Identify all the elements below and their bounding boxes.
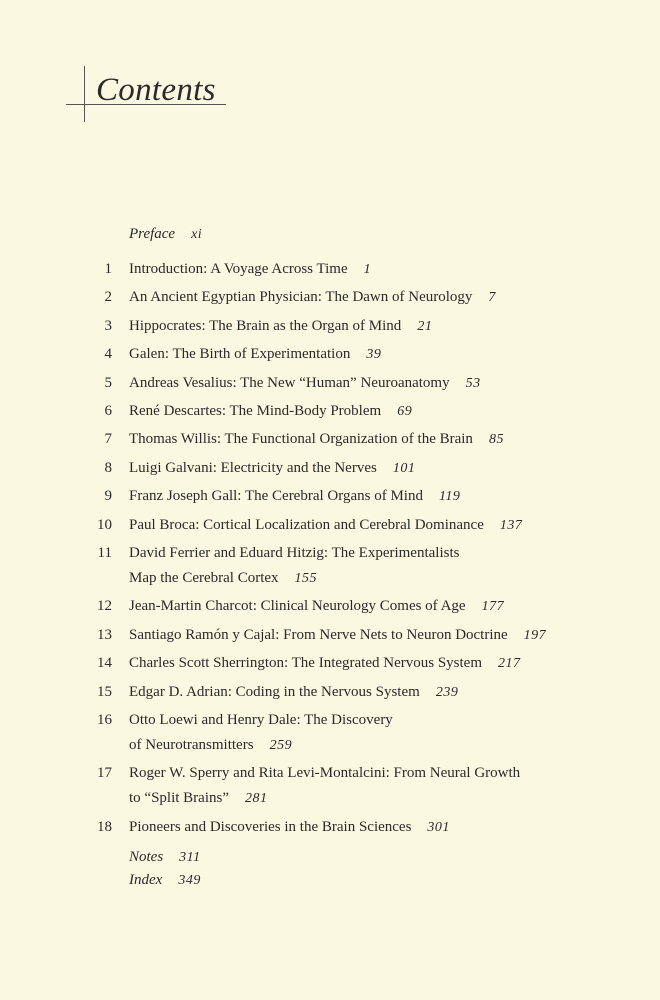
toc-entry-number: 1 — [104, 261, 112, 277]
toc-entry-page: 217 — [498, 656, 521, 672]
toc-entry-number: 13 — [97, 626, 112, 643]
toc-entry-title — [129, 222, 639, 247]
toc-entry-page: 349 — [178, 873, 201, 888]
toc-entry-number: 4 — [104, 346, 112, 363]
toc-entry-number: 16 — [97, 712, 112, 728]
toc-entry-title — [129, 815, 639, 840]
toc-entry-line: Galen: The Birth of Experimentation — [129, 346, 351, 363]
toc-entry-line: René Descartes: The Mind-Body Problem — [129, 403, 382, 419]
toc-entry-number: 10 — [97, 516, 112, 533]
toc-entry-page: 197 — [523, 627, 547, 643]
toc-entry-page: 101 — [392, 460, 416, 476]
toc-entry-page: 119 — [438, 489, 461, 505]
toc-entry-title — [129, 456, 639, 481]
toc-entry-title — [129, 541, 639, 591]
toc-entry-line: Otto Loewi and Henry Dale: The Discovery — [129, 712, 393, 728]
toc-entry-title — [129, 371, 639, 396]
toc-entry-page: 155 — [294, 571, 318, 586]
toc-entry-title — [129, 285, 639, 310]
toc-entry-title — [129, 651, 639, 676]
toc-entry-line: Map the Cerebral Cortex — [129, 570, 279, 586]
page-title: Contents — [96, 72, 216, 108]
toc-entry-page: 137 — [499, 517, 523, 533]
toc-entry-line: Paul Broca: Cortical Localization and Cerebral Dominance — [129, 516, 484, 533]
toc-entry-page: 39 — [366, 347, 382, 363]
toc-entry-line: Hippocrates: The Brain as the Organ of Mind — [129, 317, 402, 334]
toc-entry-number: 3 — [104, 317, 112, 334]
toc-entry-number: 5 — [104, 374, 112, 391]
toc-entry-page: 85 — [488, 432, 504, 448]
toc-entry-title — [129, 680, 639, 705]
toc-entry-title — [129, 513, 639, 538]
toc-entry-line: Edgar D. Adrian: Coding in the Nervous System — [129, 683, 420, 700]
toc-entry-number: 17 — [97, 765, 112, 782]
toc-entry-number: 14 — [97, 655, 112, 672]
toc-entry-page: 7 — [488, 290, 496, 306]
toc-entry-label: Index — [129, 872, 163, 888]
toc-entry-page: 239 — [435, 684, 459, 700]
toc-entry-title — [129, 342, 639, 367]
toc-entry-number: 2 — [104, 289, 112, 306]
toc-entry-line: of Neurotransmitters — [129, 737, 254, 753]
toc-entry-line: David Ferrier and Eduard Hitzig: The Experimentalists — [129, 545, 460, 561]
toc-entry-title — [129, 868, 639, 893]
toc-entry-number: 11 — [97, 545, 112, 561]
toc-entry-number: 18 — [97, 818, 112, 835]
toc-entry-line: Andreas Vesalius: The New “Human” Neuroanatomy — [129, 374, 450, 391]
toc-entry-page: xi — [191, 227, 203, 242]
toc-entry-title — [129, 594, 639, 619]
toc-entry-page: 69 — [397, 404, 413, 419]
toc-entry-title — [129, 427, 639, 452]
toc-entry-page: 259 — [269, 738, 293, 753]
toc-entry-number: 12 — [97, 598, 112, 615]
toc-entry-line: Introduction: A Voyage Across Time — [129, 261, 348, 277]
toc-entry-label: Preface — [129, 226, 176, 242]
toc-entry-title — [129, 845, 639, 870]
toc-entry-title — [129, 761, 639, 811]
toc-entry-title — [129, 399, 639, 424]
toc-entry-title — [129, 708, 639, 758]
toc-entry-title — [129, 257, 639, 282]
toc-entry-title — [129, 484, 639, 509]
toc-entry-line: An Ancient Egyptian Physician: The Dawn of Neurology — [129, 289, 473, 306]
toc-entry-line: Pioneers and Discoveries in the Brain Sciences — [129, 818, 412, 835]
toc-entry-title — [129, 623, 639, 648]
toc-entry-page: 21 — [417, 318, 433, 334]
toc-entry-title — [129, 314, 639, 339]
crosshair-vertical-rule — [84, 66, 85, 122]
toc-entry-page: 1 — [363, 262, 372, 277]
toc-entry-page: 177 — [481, 599, 505, 615]
toc-entry-line: to “Split Brains” — [129, 790, 229, 807]
toc-entry-line: Jean-Martin Charcot: Clinical Neurology Comes of Age — [129, 598, 466, 615]
toc-entry-number: 8 — [104, 459, 112, 476]
toc-entry-line: Franz Joseph Gall: The Cerebral Organs of Mind — [129, 488, 423, 505]
toc-entry-line: Luigi Galvani: Electricity and the Nerves — [129, 459, 377, 476]
toc-entry-number: 6 — [104, 403, 112, 419]
toc-entry-line: Thomas Willis: The Functional Organization of the Brain — [129, 431, 473, 448]
toc-entry-page: 281 — [245, 791, 268, 807]
toc-entry-line: Charles Scott Sherrington: The Integrated Nervous System — [129, 655, 482, 672]
toc-entry-number: 7 — [104, 431, 112, 448]
toc-entry-page: 53 — [465, 375, 481, 391]
toc-entry-page: 311 — [179, 850, 201, 865]
toc-entry-number: 15 — [97, 683, 112, 700]
toc-entry-line: Santiago Ramón y Cajal: From Nerve Nets to Neuron Doctrine — [129, 626, 508, 643]
toc-entry-number: 9 — [104, 488, 112, 505]
toc-entry-line: Roger W. Sperry and Rita Levi-Montalcini: From Neural Growth — [129, 765, 521, 782]
toc-entry-page: 301 — [427, 819, 450, 835]
toc-entry-label: Notes — [129, 849, 164, 865]
